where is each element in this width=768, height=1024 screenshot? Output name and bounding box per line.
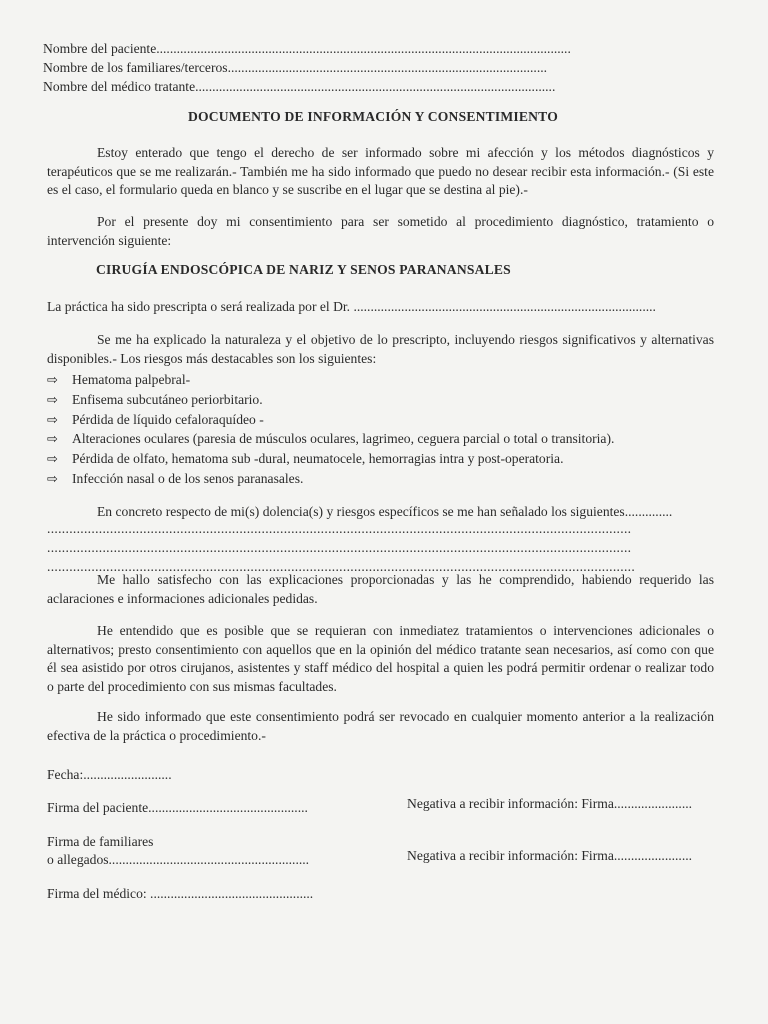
paragraph-satisfaction bbox=[47, 571, 714, 608]
paragraph-6-text: He sido informado que este consentimiento podrá ser revocado en cualquier momento anterior a la realización efectiva de la práctica o procedimiento.- bbox=[47, 709, 714, 743]
doctor-name-field: Nombre del médico tratante.......................................................................................................... bbox=[43, 79, 556, 94]
arrow-right-icon: ⇨ bbox=[47, 472, 58, 487]
specific-risks-line: En concreto respecto de mi(s) dolencia(s) y riesgos específicos se me han señalado los siguientes.............. bbox=[97, 504, 673, 519]
risk-label: Alteraciones oculares (paresia de músculos oculares, lagrimeo, ceguera parcial o total o transitoria). bbox=[72, 431, 615, 446]
risk-item bbox=[47, 371, 190, 390]
paragraph-revocation bbox=[47, 708, 714, 745]
risk-item bbox=[47, 411, 264, 430]
risk-label: Infección nasal o de los senos paranasales. bbox=[72, 471, 304, 486]
paragraph-3-text: Se me ha explicado la naturaleza y el objetivo de lo prescripto, incluyendo riesgos significativos y alternativas disponibles.- Los riesgos más destacables son los siguientes: bbox=[47, 332, 714, 366]
relatives-signature-field: o allegados........................................................... bbox=[47, 852, 310, 867]
refusal-signature-field-2: Negativa a recibir información: Firma....................... bbox=[407, 848, 693, 863]
paragraph-4-text: Me hallo satisfecho con las explicaciones proporcionadas y las he comprendido, habiendo requerido las aclaraciones e informaciones adicionales pedidas. bbox=[47, 572, 714, 606]
patient-name-field: Nombre del paciente.......................................................................................................................... bbox=[43, 41, 571, 56]
relatives-signature-label: Firma de familiares bbox=[47, 834, 154, 849]
risk-item bbox=[47, 470, 303, 489]
dotted-line: ............................................................................................................................................................... bbox=[47, 559, 636, 574]
paragraph-2-text: Por el presente doy mi consentimiento para ser sometido al procedimiento diagnóstico, tratamiento o intervención siguiente: bbox=[47, 214, 714, 248]
arrow-right-icon: ⇨ bbox=[47, 393, 58, 408]
prescribed-by-line: La práctica ha sido prescripta o será realizada por el Dr. ......................................................................................... bbox=[47, 299, 656, 314]
risk-label: Enfisema subcutáneo periorbitario. bbox=[72, 392, 263, 407]
risk-label: Pérdida de líquido cefaloraquídeo - bbox=[72, 412, 264, 427]
dotted-line: .............................................................................................................................................................. bbox=[47, 521, 632, 536]
arrow-right-icon: ⇨ bbox=[47, 432, 58, 447]
paragraph-additional-treatments bbox=[47, 622, 714, 696]
paragraph-5-text: He entendido que es posible que se requieran con inmediatez tratamientos o intervenciones adicionales o alternativos; presto consentimiento con aquellos que en la opinión del médico tratante sean necesarios, así como con que él sea asistido por otros cirujanos, asistentes y staff médico del hospital a quien les podrá permitir ordenar o realizar todo o parte del procedimiento con sus mismas facultades. bbox=[47, 623, 714, 694]
relatives-name-field: Nombre de los familiares/terceros.............................................................................................. bbox=[43, 60, 548, 75]
arrow-right-icon: ⇨ bbox=[47, 413, 58, 428]
paragraph-1-text: Estoy enterado que tengo el derecho de ser informado sobre mi afección y los métodos diagnósticos y terapéuticos que se me realizarán.- También me ha sido informado que puedo no desear recibir esta información.- (Si este es el caso, el formulario queda en blanco y se suscribe en el lugar que se destina al pie).- bbox=[47, 145, 714, 197]
risk-label: Pérdida de olfato, hematoma sub -dural, neumatocele, hemorragias intra y post-operatoria. bbox=[72, 451, 564, 466]
document-title: DOCUMENTO DE INFORMACIÓN Y CONSENTIMIENTO bbox=[188, 109, 558, 124]
procedure-title: CIRUGÍA ENDOSCÓPICA DE NARIZ Y SENOS PARANANSALES bbox=[96, 262, 511, 277]
patient-signature-field: Firma del paciente............................................... bbox=[47, 800, 308, 815]
risk-item bbox=[47, 430, 614, 449]
arrow-right-icon: ⇨ bbox=[47, 373, 58, 388]
arrow-right-icon: ⇨ bbox=[47, 452, 58, 467]
dotted-line: .............................................................................................................................................................. bbox=[47, 540, 632, 555]
refusal-signature-field-1: Negativa a recibir información: Firma....................... bbox=[407, 796, 693, 811]
risk-label: Hematoma palpebral- bbox=[72, 372, 191, 387]
paragraph-right-to-information bbox=[47, 144, 714, 200]
paragraph-consent bbox=[47, 213, 714, 250]
paragraph-explanation bbox=[47, 331, 714, 368]
doctor-signature-field: Firma del médico: ................................................ bbox=[47, 886, 314, 901]
date-field: Fecha:.......................... bbox=[47, 767, 172, 782]
risk-item bbox=[47, 450, 563, 469]
risk-item bbox=[47, 391, 263, 410]
